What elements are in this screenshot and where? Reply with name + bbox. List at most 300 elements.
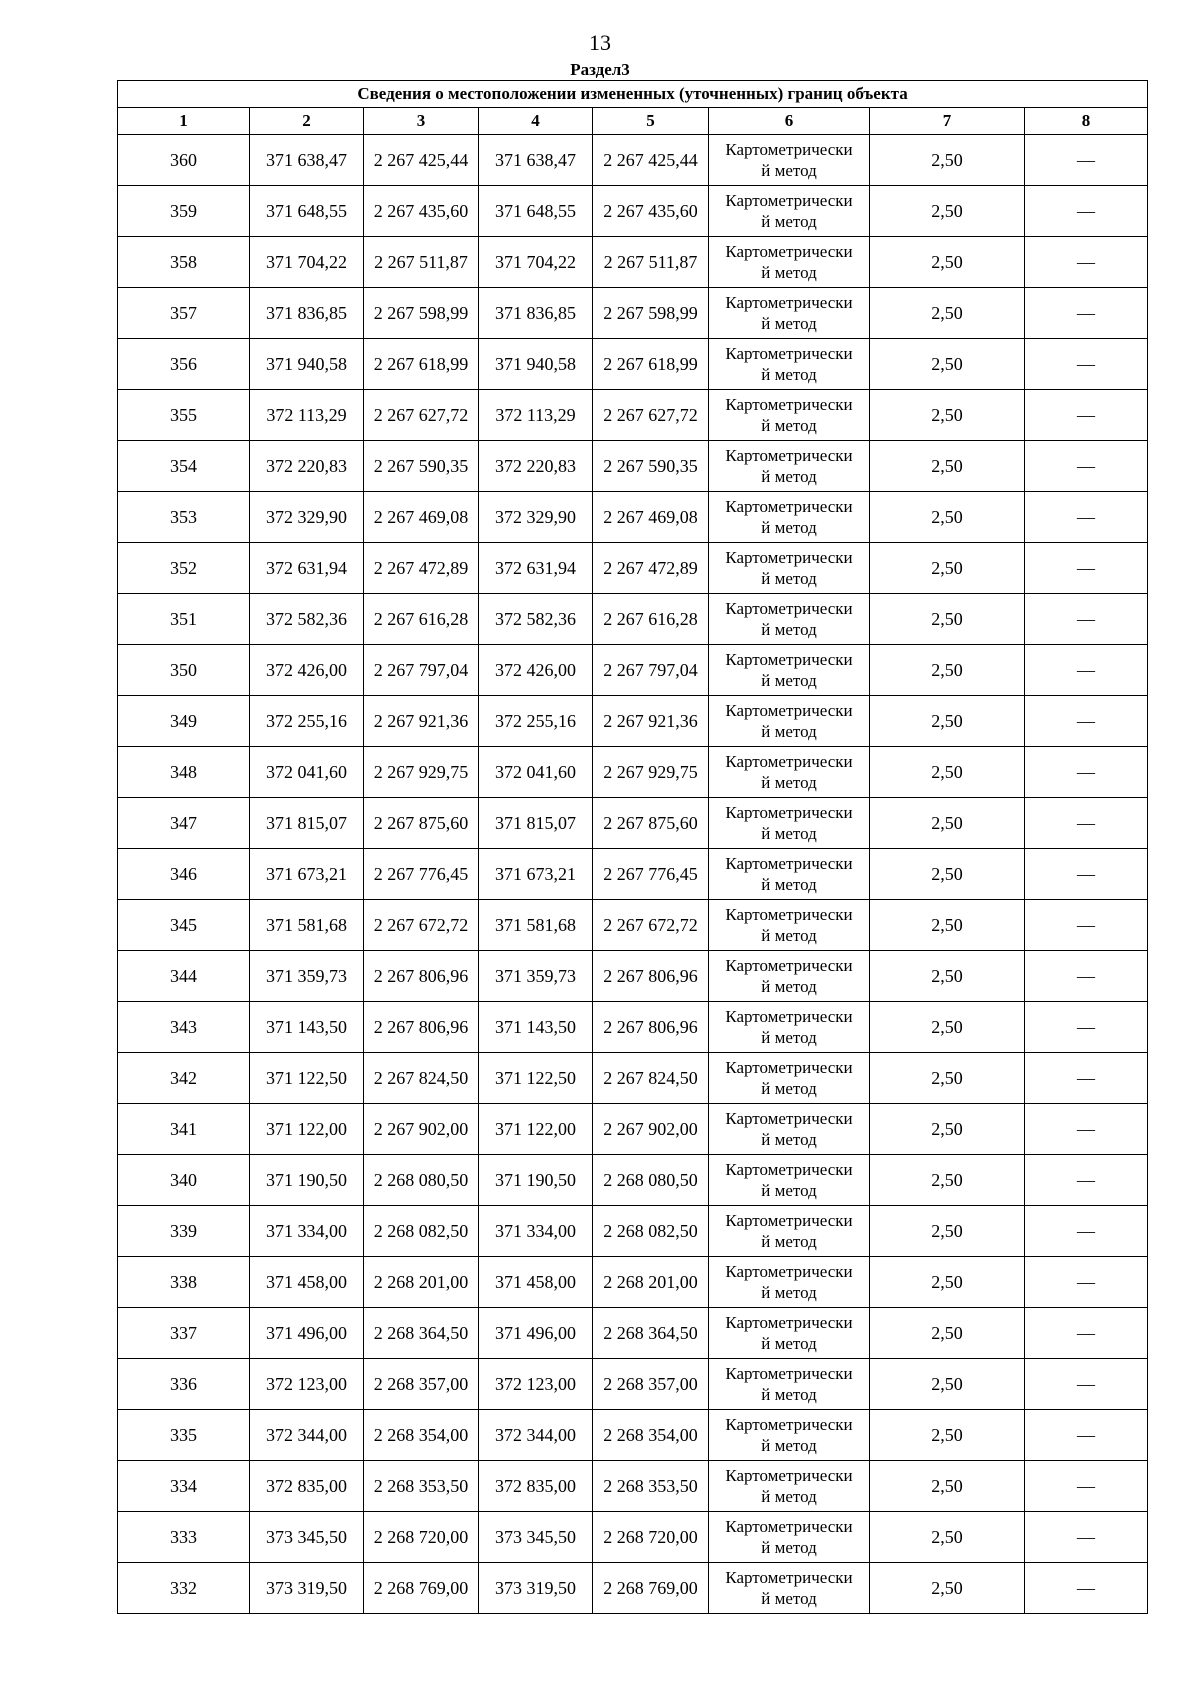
method-line-2: й метод [761, 1436, 817, 1455]
x-coordinate-cell: 371 940,58 [250, 339, 364, 390]
point-number-cell: 356 [118, 339, 250, 390]
y-new-coordinate-cell: 2 268 082,50 [593, 1206, 709, 1257]
x-new-coordinate-cell: 371 458,00 [479, 1257, 593, 1308]
table-caption-row [118, 81, 1148, 108]
method-cell [709, 1002, 870, 1053]
x-new-coordinate-cell: 372 631,94 [479, 543, 593, 594]
x-coordinate-cell: 372 329,90 [250, 492, 364, 543]
method-line-1: Картометрически [725, 293, 853, 312]
table-row [118, 1104, 1148, 1155]
y-new-coordinate-cell: 2 267 425,44 [593, 135, 709, 186]
y-new-coordinate-cell: 2 268 720,00 [593, 1512, 709, 1563]
method-line-2: й метод [761, 1589, 817, 1608]
point-number-cell: 350 [118, 645, 250, 696]
y-coordinate-cell: 2 267 472,89 [364, 543, 479, 594]
table-row [118, 492, 1148, 543]
method-line-1: Картометрически [725, 1262, 853, 1281]
method-line-1: Картометрически [725, 140, 853, 159]
y-new-coordinate-cell: 2 267 469,08 [593, 492, 709, 543]
method-line-1: Картометрически [725, 956, 853, 975]
y-coordinate-cell: 2 267 469,08 [364, 492, 479, 543]
description-cell: — [1025, 747, 1148, 798]
y-coordinate-cell: 2 267 672,72 [364, 900, 479, 951]
method-line-1: Картометрически [725, 548, 853, 567]
y-coordinate-cell: 2 268 201,00 [364, 1257, 479, 1308]
method-line-1: Картометрически [725, 395, 853, 414]
description-cell: — [1025, 339, 1148, 390]
y-new-coordinate-cell: 2 268 080,50 [593, 1155, 709, 1206]
description-cell: — [1025, 543, 1148, 594]
method-line-2: й метод [761, 314, 817, 333]
table-row [118, 1410, 1148, 1461]
table-row [118, 1002, 1148, 1053]
accuracy-cell: 2,50 [870, 1410, 1025, 1461]
x-coordinate-cell: 371 122,50 [250, 1053, 364, 1104]
method-line-2: й метод [761, 1385, 817, 1404]
accuracy-cell: 2,50 [870, 1002, 1025, 1053]
x-new-coordinate-cell: 371 334,00 [479, 1206, 593, 1257]
method-cell [709, 747, 870, 798]
y-coordinate-cell: 2 267 824,50 [364, 1053, 479, 1104]
x-coordinate-cell: 371 704,22 [250, 237, 364, 288]
x-new-coordinate-cell: 371 581,68 [479, 900, 593, 951]
table-row [118, 543, 1148, 594]
description-cell: — [1025, 1206, 1148, 1257]
method-line-1: Картометрически [725, 1466, 853, 1485]
accuracy-cell: 2,50 [870, 135, 1025, 186]
method-line-2: й метод [761, 365, 817, 384]
accuracy-cell: 2,50 [870, 186, 1025, 237]
accuracy-cell: 2,50 [870, 390, 1025, 441]
table-row [118, 900, 1148, 951]
method-line-1: Картометрически [725, 1058, 853, 1077]
method-cell [709, 492, 870, 543]
coordinates-table [117, 80, 1148, 1614]
x-coordinate-cell: 372 426,00 [250, 645, 364, 696]
description-cell: — [1025, 1257, 1148, 1308]
accuracy-cell: 2,50 [870, 849, 1025, 900]
column-number: 4 [479, 108, 593, 135]
accuracy-cell: 2,50 [870, 1206, 1025, 1257]
table-row [118, 849, 1148, 900]
table-row [118, 186, 1148, 237]
x-coordinate-cell: 371 190,50 [250, 1155, 364, 1206]
method-line-1: Картометрически [725, 1313, 853, 1332]
y-new-coordinate-cell: 2 268 769,00 [593, 1563, 709, 1614]
accuracy-cell: 2,50 [870, 441, 1025, 492]
y-new-coordinate-cell: 2 267 806,96 [593, 1002, 709, 1053]
method-line-2: й метод [761, 671, 817, 690]
method-line-1: Картометрически [725, 344, 853, 363]
accuracy-cell: 2,50 [870, 1308, 1025, 1359]
y-coordinate-cell: 2 267 776,45 [364, 849, 479, 900]
accuracy-cell: 2,50 [870, 1461, 1025, 1512]
method-line-2: й метод [761, 1232, 817, 1251]
method-line-2: й метод [761, 518, 817, 537]
x-coordinate-cell: 371 638,47 [250, 135, 364, 186]
page-number: 13 [589, 30, 611, 55]
y-coordinate-cell: 2 267 875,60 [364, 798, 479, 849]
x-new-coordinate-cell: 372 344,00 [479, 1410, 593, 1461]
method-line-1: Картометрически [725, 599, 853, 618]
x-new-coordinate-cell: 373 319,50 [479, 1563, 593, 1614]
method-line-1: Картометрически [725, 1364, 853, 1383]
method-cell [709, 1155, 870, 1206]
accuracy-cell: 2,50 [870, 492, 1025, 543]
method-cell [709, 288, 870, 339]
y-new-coordinate-cell: 2 267 598,99 [593, 288, 709, 339]
x-coordinate-cell: 371 122,00 [250, 1104, 364, 1155]
description-cell: — [1025, 135, 1148, 186]
x-coordinate-cell: 372 835,00 [250, 1461, 364, 1512]
x-coordinate-cell: 372 123,00 [250, 1359, 364, 1410]
method-cell [709, 849, 870, 900]
x-new-coordinate-cell: 372 113,29 [479, 390, 593, 441]
description-cell: — [1025, 1002, 1148, 1053]
x-coordinate-cell: 372 582,36 [250, 594, 364, 645]
method-line-2: й метод [761, 620, 817, 639]
description-cell: — [1025, 951, 1148, 1002]
method-cell [709, 237, 870, 288]
point-number-cell: 351 [118, 594, 250, 645]
point-number-cell: 358 [118, 237, 250, 288]
section-title: Раздел3 [570, 60, 630, 79]
y-coordinate-cell: 2 267 806,96 [364, 1002, 479, 1053]
method-line-1: Картометрически [725, 1415, 853, 1434]
accuracy-cell: 2,50 [870, 1104, 1025, 1155]
column-number: 2 [250, 108, 364, 135]
method-line-2: й метод [761, 263, 817, 282]
x-new-coordinate-cell: 371 815,07 [479, 798, 593, 849]
x-coordinate-cell: 371 815,07 [250, 798, 364, 849]
y-new-coordinate-cell: 2 267 929,75 [593, 747, 709, 798]
y-new-coordinate-cell: 2 268 201,00 [593, 1257, 709, 1308]
point-number-cell: 360 [118, 135, 250, 186]
column-number: 8 [1025, 108, 1148, 135]
method-cell [709, 1512, 870, 1563]
method-line-2: й метод [761, 1130, 817, 1149]
y-coordinate-cell: 2 267 618,99 [364, 339, 479, 390]
x-new-coordinate-cell: 372 835,00 [479, 1461, 593, 1512]
method-line-1: Картометрически [725, 1568, 853, 1587]
method-line-1: Картометрически [725, 1517, 853, 1536]
y-coordinate-cell: 2 268 769,00 [364, 1563, 479, 1614]
point-number-cell: 354 [118, 441, 250, 492]
accuracy-cell: 2,50 [870, 1512, 1025, 1563]
x-coordinate-cell: 372 220,83 [250, 441, 364, 492]
y-new-coordinate-cell: 2 267 627,72 [593, 390, 709, 441]
point-number-cell: 340 [118, 1155, 250, 1206]
method-line-2: й метод [761, 1181, 817, 1200]
table-row [118, 1512, 1148, 1563]
x-coordinate-cell: 372 041,60 [250, 747, 364, 798]
point-number-cell: 359 [118, 186, 250, 237]
x-new-coordinate-cell: 372 041,60 [479, 747, 593, 798]
description-cell: — [1025, 1155, 1148, 1206]
y-new-coordinate-cell: 2 268 354,00 [593, 1410, 709, 1461]
method-cell [709, 1410, 870, 1461]
point-number-cell: 346 [118, 849, 250, 900]
y-coordinate-cell: 2 268 353,50 [364, 1461, 479, 1512]
description-cell: — [1025, 1512, 1148, 1563]
description-cell: — [1025, 1104, 1148, 1155]
x-new-coordinate-cell: 371 704,22 [479, 237, 593, 288]
y-coordinate-cell: 2 267 627,72 [364, 390, 479, 441]
y-new-coordinate-cell: 2 267 776,45 [593, 849, 709, 900]
accuracy-cell: 2,50 [870, 645, 1025, 696]
x-coordinate-cell: 371 143,50 [250, 1002, 364, 1053]
y-coordinate-cell: 2 268 720,00 [364, 1512, 479, 1563]
method-line-2: й метод [761, 926, 817, 945]
point-number-cell: 344 [118, 951, 250, 1002]
method-cell [709, 1053, 870, 1104]
method-line-1: Картометрически [725, 1211, 853, 1230]
x-coordinate-cell: 371 581,68 [250, 900, 364, 951]
table-row [118, 1461, 1148, 1512]
method-line-1: Картометрически [725, 752, 853, 771]
description-cell: — [1025, 1461, 1148, 1512]
description-cell: — [1025, 1053, 1148, 1104]
y-new-coordinate-cell: 2 267 672,72 [593, 900, 709, 951]
method-line-1: Картометрически [725, 1160, 853, 1179]
method-cell [709, 594, 870, 645]
method-cell [709, 441, 870, 492]
point-number-cell: 336 [118, 1359, 250, 1410]
x-coordinate-cell: 371 334,00 [250, 1206, 364, 1257]
method-cell [709, 1206, 870, 1257]
description-cell: — [1025, 798, 1148, 849]
table-row [118, 1155, 1148, 1206]
y-coordinate-cell: 2 267 902,00 [364, 1104, 479, 1155]
description-cell: — [1025, 186, 1148, 237]
method-line-2: й метод [761, 212, 817, 231]
table-row [118, 645, 1148, 696]
method-cell [709, 798, 870, 849]
method-cell [709, 339, 870, 390]
method-cell [709, 135, 870, 186]
y-coordinate-cell: 2 267 590,35 [364, 441, 479, 492]
method-cell [709, 900, 870, 951]
method-cell [709, 696, 870, 747]
y-new-coordinate-cell: 2 267 824,50 [593, 1053, 709, 1104]
description-cell: — [1025, 288, 1148, 339]
x-new-coordinate-cell: 372 329,90 [479, 492, 593, 543]
x-new-coordinate-cell: 372 220,83 [479, 441, 593, 492]
method-cell [709, 543, 870, 594]
y-coordinate-cell: 2 267 921,36 [364, 696, 479, 747]
accuracy-cell: 2,50 [870, 543, 1025, 594]
method-line-2: й метод [761, 1028, 817, 1047]
x-coordinate-cell: 372 344,00 [250, 1410, 364, 1461]
description-cell: — [1025, 1359, 1148, 1410]
x-new-coordinate-cell: 371 638,47 [479, 135, 593, 186]
method-cell [709, 390, 870, 441]
point-number-cell: 352 [118, 543, 250, 594]
method-line-1: Картометрически [725, 905, 853, 924]
table-row [118, 1257, 1148, 1308]
accuracy-cell: 2,50 [870, 798, 1025, 849]
point-number-cell: 342 [118, 1053, 250, 1104]
x-coordinate-cell: 371 359,73 [250, 951, 364, 1002]
method-cell [709, 1563, 870, 1614]
x-coordinate-cell: 372 113,29 [250, 390, 364, 441]
point-number-cell: 353 [118, 492, 250, 543]
x-new-coordinate-cell: 371 648,55 [479, 186, 593, 237]
method-cell [709, 1257, 870, 1308]
x-coordinate-cell: 372 631,94 [250, 543, 364, 594]
y-new-coordinate-cell: 2 267 921,36 [593, 696, 709, 747]
table-row [118, 441, 1148, 492]
y-new-coordinate-cell: 2 267 472,89 [593, 543, 709, 594]
y-new-coordinate-cell: 2 268 364,50 [593, 1308, 709, 1359]
accuracy-cell: 2,50 [870, 339, 1025, 390]
x-coordinate-cell: 371 458,00 [250, 1257, 364, 1308]
y-coordinate-cell: 2 267 598,99 [364, 288, 479, 339]
point-number-cell: 347 [118, 798, 250, 849]
table-row [118, 1359, 1148, 1410]
x-new-coordinate-cell: 371 143,50 [479, 1002, 593, 1053]
method-line-1: Картометрически [725, 1109, 853, 1128]
description-cell: — [1025, 696, 1148, 747]
method-cell [709, 1359, 870, 1410]
x-coordinate-cell: 371 673,21 [250, 849, 364, 900]
accuracy-cell: 2,50 [870, 696, 1025, 747]
point-number-cell: 341 [118, 1104, 250, 1155]
y-coordinate-cell: 2 267 511,87 [364, 237, 479, 288]
table-row [118, 798, 1148, 849]
table-body [118, 135, 1148, 1614]
accuracy-cell: 2,50 [870, 951, 1025, 1002]
y-new-coordinate-cell: 2 267 618,99 [593, 339, 709, 390]
method-cell [709, 645, 870, 696]
table-row [118, 1563, 1148, 1614]
table-row [118, 390, 1148, 441]
y-new-coordinate-cell: 2 268 353,50 [593, 1461, 709, 1512]
point-number-cell: 337 [118, 1308, 250, 1359]
description-cell: — [1025, 492, 1148, 543]
method-line-1: Картометрически [725, 701, 853, 720]
point-number-cell: 357 [118, 288, 250, 339]
description-cell: — [1025, 1563, 1148, 1614]
x-new-coordinate-cell: 371 673,21 [479, 849, 593, 900]
y-coordinate-cell: 2 267 929,75 [364, 747, 479, 798]
x-new-coordinate-cell: 371 359,73 [479, 951, 593, 1002]
y-coordinate-cell: 2 268 364,50 [364, 1308, 479, 1359]
column-number: 1 [118, 108, 250, 135]
point-number-cell: 349 [118, 696, 250, 747]
method-cell [709, 1308, 870, 1359]
y-coordinate-cell: 2 267 797,04 [364, 645, 479, 696]
y-coordinate-cell: 2 267 806,96 [364, 951, 479, 1002]
point-number-cell: 339 [118, 1206, 250, 1257]
table-row [118, 237, 1148, 288]
method-line-1: Картометрически [725, 854, 853, 873]
method-line-1: Картометрически [725, 650, 853, 669]
x-coordinate-cell: 372 255,16 [250, 696, 364, 747]
method-line-2: й метод [761, 569, 817, 588]
table-row [118, 1206, 1148, 1257]
x-new-coordinate-cell: 371 190,50 [479, 1155, 593, 1206]
table-row [118, 1308, 1148, 1359]
method-line-1: Картометрически [725, 446, 853, 465]
point-number-cell: 345 [118, 900, 250, 951]
table-row [118, 339, 1148, 390]
method-line-1: Картометрически [725, 191, 853, 210]
description-cell: — [1025, 849, 1148, 900]
x-new-coordinate-cell: 372 426,00 [479, 645, 593, 696]
x-coordinate-cell: 373 319,50 [250, 1563, 364, 1614]
x-new-coordinate-cell: 371 836,85 [479, 288, 593, 339]
y-new-coordinate-cell: 2 267 435,60 [593, 186, 709, 237]
accuracy-cell: 2,50 [870, 747, 1025, 798]
x-coordinate-cell: 371 648,55 [250, 186, 364, 237]
column-number: 3 [364, 108, 479, 135]
method-line-2: й метод [761, 467, 817, 486]
table-row [118, 747, 1148, 798]
accuracy-cell: 2,50 [870, 1155, 1025, 1206]
method-line-2: й метод [761, 1538, 817, 1557]
point-number-cell: 333 [118, 1512, 250, 1563]
method-line-2: й метод [761, 875, 817, 894]
x-new-coordinate-cell: 373 345,50 [479, 1512, 593, 1563]
description-cell: — [1025, 237, 1148, 288]
x-coordinate-cell: 371 836,85 [250, 288, 364, 339]
method-cell [709, 1461, 870, 1512]
column-number: 7 [870, 108, 1025, 135]
x-coordinate-cell: 371 496,00 [250, 1308, 364, 1359]
table-row [118, 288, 1148, 339]
y-new-coordinate-cell: 2 267 806,96 [593, 951, 709, 1002]
description-cell: — [1025, 594, 1148, 645]
x-new-coordinate-cell: 372 582,36 [479, 594, 593, 645]
column-number: 6 [709, 108, 870, 135]
y-coordinate-cell: 2 268 354,00 [364, 1410, 479, 1461]
point-number-cell: 335 [118, 1410, 250, 1461]
accuracy-cell: 2,50 [870, 900, 1025, 951]
x-new-coordinate-cell: 371 122,50 [479, 1053, 593, 1104]
method-line-2: й метод [761, 161, 817, 180]
column-number: 5 [593, 108, 709, 135]
method-cell [709, 951, 870, 1002]
point-number-cell: 355 [118, 390, 250, 441]
description-cell: — [1025, 645, 1148, 696]
description-cell: — [1025, 900, 1148, 951]
point-number-cell: 338 [118, 1257, 250, 1308]
accuracy-cell: 2,50 [870, 237, 1025, 288]
method-cell [709, 186, 870, 237]
description-cell: — [1025, 390, 1148, 441]
accuracy-cell: 2,50 [870, 1257, 1025, 1308]
column-number-row [118, 108, 1148, 135]
y-coordinate-cell: 2 267 616,28 [364, 594, 479, 645]
y-coordinate-cell: 2 268 082,50 [364, 1206, 479, 1257]
description-cell: — [1025, 1410, 1148, 1461]
y-new-coordinate-cell: 2 267 511,87 [593, 237, 709, 288]
accuracy-cell: 2,50 [870, 288, 1025, 339]
method-line-2: й метод [761, 773, 817, 792]
accuracy-cell: 2,50 [870, 1359, 1025, 1410]
point-number-cell: 343 [118, 1002, 250, 1053]
method-line-2: й метод [761, 416, 817, 435]
description-cell: — [1025, 1308, 1148, 1359]
x-new-coordinate-cell: 371 496,00 [479, 1308, 593, 1359]
x-new-coordinate-cell: 372 123,00 [479, 1359, 593, 1410]
point-number-cell: 332 [118, 1563, 250, 1614]
table-row [118, 135, 1148, 186]
method-line-2: й метод [761, 1334, 817, 1353]
method-cell [709, 1104, 870, 1155]
accuracy-cell: 2,50 [870, 1053, 1025, 1104]
